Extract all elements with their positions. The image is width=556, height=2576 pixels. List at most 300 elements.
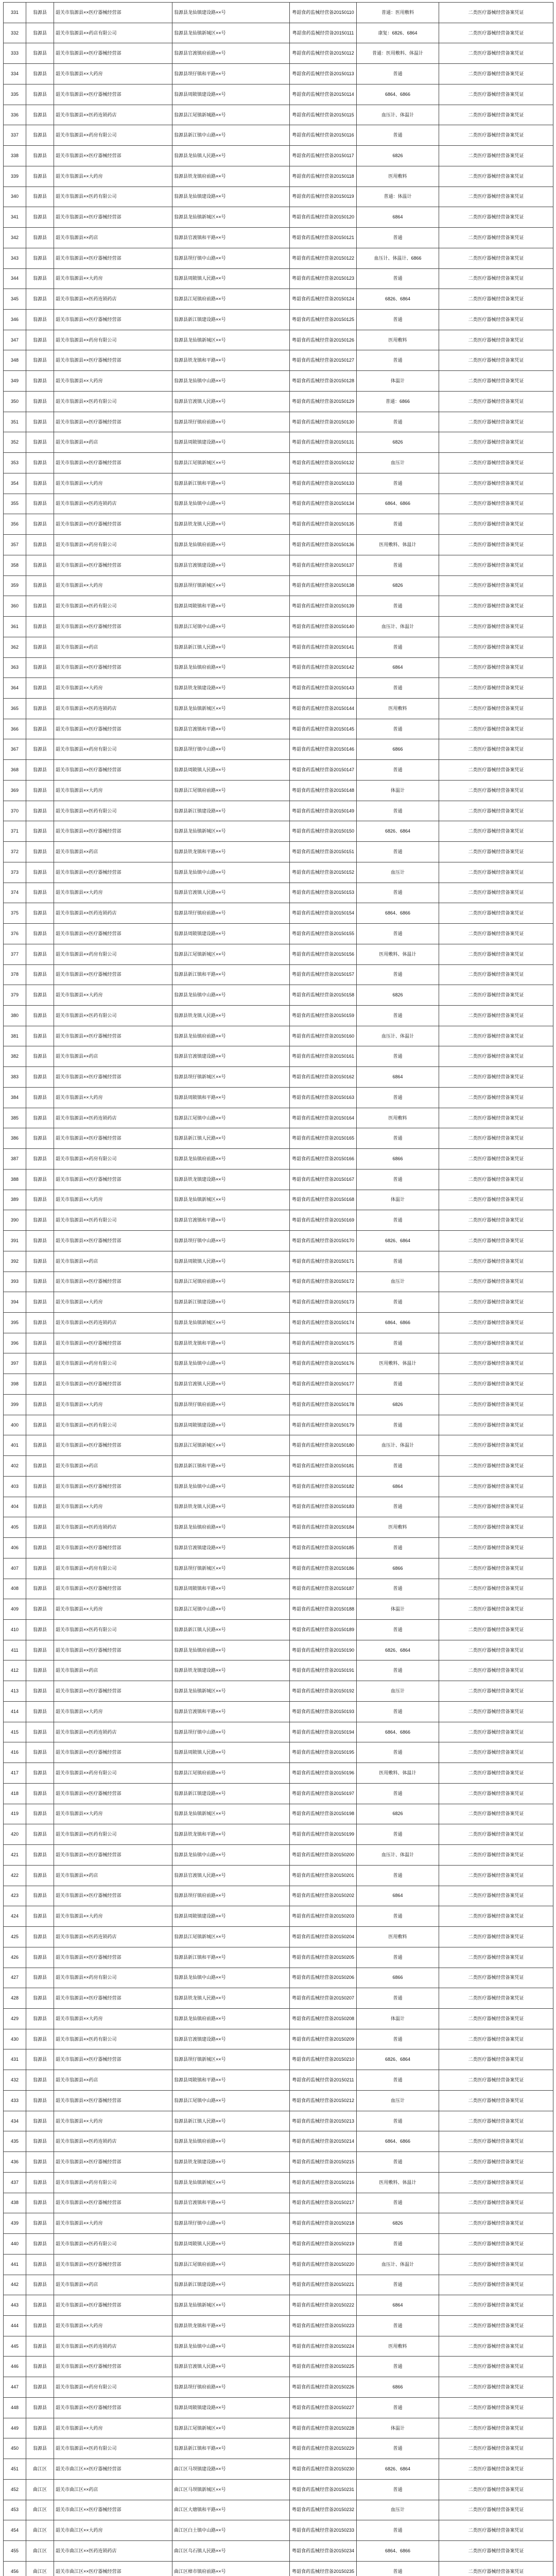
business-scope-cell: 血压计 [357,2090,439,2111]
district-cell: 翁源县 [26,1865,54,1886]
row-number: 418 [4,1783,26,1804]
district-cell: 翁源县 [26,2049,54,2070]
certificate-type-cell: 二类医疗器械经营备案凭证 [439,2193,553,2213]
company-name-cell: 韶关市翁源县××药店 [54,2275,172,2295]
district-cell: 翁源县 [26,1108,54,1128]
address-cell: 翁源县铁龙镇和平路××号 [172,842,290,862]
license-number-cell: 粤韶食药监械经营备20150229 [290,2438,357,2459]
address-cell: 翁源县龙仙镇府前路××号 [172,657,290,678]
company-name-cell: 韶关市翁源县××医药连锁药店 [54,903,172,924]
table-row [4,2561,553,2576]
company-name-cell: 韶关市翁源县××医疗器械经营部 [54,1579,172,1599]
business-scope-cell: 普通 [357,412,439,432]
business-scope-cell: 普通 [357,2520,439,2541]
company-name-cell: 韶关市翁源县××大药房 [54,2008,172,2029]
table-row [4,2357,553,2377]
table-row [4,944,553,964]
address-cell: 翁源县新江镇和平路××号 [172,2438,290,2459]
table-row [4,1292,553,1313]
district-cell: 翁源县 [26,1783,54,1804]
table-row [4,842,553,862]
company-name-cell: 韶关市翁源县××药房有限公司 [54,1968,172,1988]
row-number: 409 [4,1599,26,1620]
district-cell: 翁源县 [26,1845,54,1866]
row-number: 376 [4,924,26,944]
address-cell: 翁源县江尾镇新城区××号 [172,453,290,473]
row-number: 383 [4,1067,26,1088]
district-cell: 曲江区 [26,2520,54,2541]
certificate-type-cell: 二类医疗器械经营备案凭证 [439,371,553,392]
company-name-cell: 韶关市翁源县××药店 [54,1865,172,1886]
row-number: 423 [4,1886,26,1906]
table-row [4,698,553,719]
row-number: 427 [4,1968,26,1988]
district-cell: 翁源县 [26,1476,54,1497]
address-cell: 翁源县江尾镇新城区××号 [172,1927,290,1947]
certificate-type-cell: 二类医疗器械经营备案凭证 [439,1190,553,1210]
certificate-type-cell: 二类医疗器械经营备案凭证 [439,657,553,678]
license-number-cell: 粤韶食药监械经营备20150228 [290,2418,357,2438]
district-cell: 翁源县 [26,1804,54,1824]
license-number-cell: 粤韶食药监械经营备20150125 [290,310,357,330]
business-scope-cell: 康复：6826、6864 [357,23,439,43]
row-number: 365 [4,698,26,719]
company-name-cell: 韶关市翁源县××大药房 [54,2418,172,2438]
company-name-cell: 韶关市翁源县××大药房 [54,1292,172,1313]
company-name-cell: 韶关市翁源县××医药连锁药店 [54,2336,172,2357]
business-scope-cell: 6826 [357,985,439,1006]
business-scope-cell: 医用敷料、体温计 [357,1353,439,1374]
address-cell: 翁源县官渡镇建设路××号 [172,2029,290,2049]
table-row [4,1701,553,1722]
certificate-type-cell: 二类医疗器械经营备案凭证 [439,1210,553,1231]
address-cell: 翁源县周陂镇人民路××号 [172,1251,290,1272]
table-row [4,473,553,494]
address-cell: 翁源县官渡镇人民路××号 [172,883,290,903]
table-row [4,883,553,903]
certificate-type-cell: 二类医疗器械经营备案凭证 [439,2008,553,2029]
license-number-cell: 粤韶食药监械经营备20150163 [290,1087,357,1108]
table-row [4,1763,553,1784]
company-name-cell: 韶关市翁源县××医疗器械经营部 [54,1476,172,1497]
row-number: 422 [4,1865,26,1886]
company-name-cell: 韶关市翁源县××大药房 [54,166,172,187]
address-cell: 翁源县周陂镇人民路××号 [172,760,290,781]
business-scope-cell: 6864、6866 [357,2131,439,2152]
business-scope-cell: 普通 [357,268,439,289]
certificate-type-cell: 二类医疗器械经营备案凭证 [439,637,553,657]
address-cell: 翁源县龙仙镇府前路××号 [172,1640,290,1660]
certificate-type-cell: 二类医疗器械经营备案凭证 [439,1538,553,1558]
table-row [4,43,553,64]
table-row [4,924,553,944]
address-cell: 翁源县坝仔镇新城区××号 [172,575,290,596]
address-cell: 翁源县铁龙镇府前路××号 [172,166,290,187]
business-scope-cell: 6826、6864 [357,289,439,310]
district-cell: 翁源县 [26,760,54,781]
row-number: 403 [4,1476,26,1497]
license-number-cell: 粤韶食药监械经营备20150174 [290,1313,357,1333]
business-scope-cell: 普通 [357,883,439,903]
row-number: 357 [4,535,26,555]
certificate-type-cell: 二类医疗器械经营备案凭证 [439,391,553,412]
address-cell: 曲江区马坝镇新城区××号 [172,2479,290,2500]
certificate-type-cell: 二类医疗器械经营备案凭证 [439,23,553,43]
company-name-cell: 韶关市翁源县××医药有限公司 [54,2029,172,2049]
district-cell: 翁源县 [26,1067,54,1088]
company-name-cell: 韶关市翁源县××药店 [54,1046,172,1067]
district-cell: 曲江区 [26,2479,54,2500]
address-cell: 翁源县江尾镇府前路××号 [172,780,290,801]
address-cell: 翁源县龙仙镇新城区××号 [172,2172,290,2193]
certificate-type-cell: 二类医疗器械经营备案凭证 [439,1313,553,1333]
table-row [4,617,553,637]
table-row [4,780,553,801]
license-number-cell: 粤韶食药监械经营备20150158 [290,985,357,1006]
row-number: 346 [4,310,26,330]
company-name-cell: 韶关市翁源县××医药连锁药店 [54,698,172,719]
district-cell: 翁源县 [26,391,54,412]
license-number-cell: 粤韶食药监械经营备20150167 [290,1169,357,1190]
license-number-cell: 粤韶食药监械经营备20150136 [290,535,357,555]
business-scope-cell: 普通 [357,228,439,248]
certificate-type-cell: 二类医疗器械经营备案凭证 [439,1517,553,1538]
district-cell: 翁源县 [26,1292,54,1313]
company-name-cell: 韶关市翁源县××医疗器械经营部 [54,1783,172,1804]
district-cell: 翁源县 [26,1313,54,1333]
address-cell: 翁源县龙仙镇中山路××号 [172,1845,290,1866]
row-number: 384 [4,1087,26,1108]
row-number: 430 [4,2029,26,2049]
certificate-type-cell: 二类医疗器械经营备案凭证 [439,617,553,637]
district-cell: 翁源县 [26,780,54,801]
certificate-type-cell: 二类医疗器械经营备案凭证 [439,924,553,944]
row-number: 453 [4,2500,26,2520]
district-cell: 翁源县 [26,494,54,514]
company-name-cell: 韶关市翁源县××医药有限公司 [54,1005,172,1026]
business-scope-cell: 6866 [357,739,439,760]
table-row [4,1046,553,1067]
certificate-type-cell: 二类医疗器械经营备案凭证 [439,719,553,739]
table-row [4,125,553,146]
license-number-cell: 粤韶食药监械经营备20150110 [290,3,357,23]
row-number: 392 [4,1251,26,1272]
license-number-cell: 粤韶食药监械经营备20150145 [290,719,357,739]
address-cell: 翁源县江尾镇中山路××号 [172,1108,290,1128]
row-number: 379 [4,985,26,1006]
company-name-cell: 韶关市翁源县××药房有限公司 [54,1558,172,1579]
district-cell: 翁源县 [26,1599,54,1620]
table-row [4,2336,553,2357]
table-row [4,1558,553,1579]
company-name-cell: 韶关市曲江区××医疗器械经营部 [54,2500,172,2520]
company-name-cell: 韶关市翁源县××药店 [54,1456,172,1477]
company-name-cell: 韶关市翁源县××医疗器械经营部 [54,1169,172,1190]
district-cell: 翁源县 [26,64,54,84]
certificate-type-cell: 二类医疗器械经营备案凭证 [439,1231,553,1251]
row-number: 372 [4,842,26,862]
license-number-cell: 粤韶食药监械经营备20150215 [290,2152,357,2173]
business-scope-cell: 普通 [357,964,439,985]
address-cell: 翁源县江尾镇府前路××号 [172,2254,290,2275]
row-number: 393 [4,1272,26,1292]
row-number: 399 [4,1394,26,1415]
district-cell: 翁源县 [26,801,54,821]
license-number-cell: 粤韶食药监械经营备20150222 [290,2295,357,2316]
row-number: 438 [4,2193,26,2213]
company-name-cell: 韶关市翁源县××医药有限公司 [54,2438,172,2459]
row-number: 388 [4,1169,26,1190]
district-cell: 翁源县 [26,1722,54,1742]
license-number-cell: 粤韶食药监械经营备20150113 [290,64,357,84]
row-number: 343 [4,248,26,268]
table-row [4,1313,553,1333]
business-scope-cell: 普通 [357,1497,439,1517]
business-scope-cell: 6826 [357,1394,439,1415]
business-scope-cell: 普通 [357,1742,439,1763]
company-name-cell: 韶关市翁源县××大药房 [54,2111,172,2131]
district-cell: 翁源县 [26,657,54,678]
district-cell: 翁源县 [26,1169,54,1190]
district-cell: 翁源县 [26,1988,54,2009]
business-scope-cell: 普通 [357,1988,439,2009]
license-number-cell: 粤韶食药监械经营备20150123 [290,268,357,289]
row-number: 362 [4,637,26,657]
district-cell: 曲江区 [26,2500,54,2520]
certificate-type-cell: 二类医疗器械经营备案凭证 [439,3,553,23]
certificate-type-cell: 二类医疗器械经营备案凭证 [439,2541,553,2562]
row-number: 424 [4,1906,26,1927]
license-number-cell: 粤韶食药监械经营备20150218 [290,2213,357,2234]
certificate-type-cell: 二类医疗器械经营备案凭证 [439,2234,553,2255]
license-number-cell: 粤韶食药监械经营备20150191 [290,1660,357,1681]
row-number: 426 [4,1947,26,1968]
district-cell: 翁源县 [26,1087,54,1108]
license-number-cell: 粤韶食药监械经营备20150186 [290,1558,357,1579]
certificate-type-cell: 二类医疗器械经营备案凭证 [439,166,553,187]
business-scope-cell: 普通 [357,1865,439,1886]
company-name-cell: 韶关市翁源县××医疗器械经营部 [54,3,172,23]
license-number-cell: 粤韶食药监械经营备20150120 [290,207,357,228]
district-cell: 翁源县 [26,1394,54,1415]
license-number-cell: 粤韶食药监械经营备20150198 [290,1804,357,1824]
certificate-type-cell: 二类医疗器械经营备案凭证 [439,842,553,862]
business-scope-cell: 6864 [357,1476,439,1497]
address-cell: 翁源县铁龙镇人民路××号 [172,1005,290,1026]
license-number-cell: 粤韶食药监械经营备20150111 [290,23,357,43]
company-name-cell: 韶关市翁源县××药店 [54,1251,172,1272]
certificate-type-cell: 二类医疗器械经营备案凭证 [439,1640,553,1660]
business-scope-cell: 普通 [357,514,439,535]
row-number: 366 [4,719,26,739]
company-name-cell: 韶关市翁源县××大药房 [54,1906,172,1927]
business-scope-cell: 6864 [357,2295,439,2316]
business-scope-cell: 普通 [357,2070,439,2091]
company-name-cell: 韶关市翁源县××医疗器械经营部 [54,2397,172,2418]
company-name-cell: 韶关市翁源县××医疗器械经营部 [54,2295,172,2316]
table-row [4,1456,553,1477]
certificate-type-cell: 二类医疗器械经营备案凭证 [439,555,553,575]
row-number: 421 [4,1845,26,1866]
license-number-cell: 粤韶食药监械经营备20150194 [290,1722,357,1742]
business-scope-cell: 6826、6864 [357,2049,439,2070]
district-cell: 翁源县 [26,678,54,699]
district-cell: 翁源县 [26,555,54,575]
row-number: 405 [4,1517,26,1538]
table-row [4,1497,553,1517]
business-scope-cell: 普通：6866 [357,391,439,412]
license-number-cell: 粤韶食药监械经营备20150234 [290,2541,357,2562]
company-name-cell: 韶关市曲江区××医疗器械经营部 [54,2561,172,2576]
table-row [4,330,553,350]
company-name-cell: 韶关市翁源县××医药有限公司 [54,596,172,617]
table-row [4,187,553,207]
company-name-cell: 韶关市翁源县××医疗器械经营部 [54,350,172,371]
certificate-type-cell: 二类医疗器械经营备案凭证 [439,330,553,350]
business-scope-cell: 普通 [357,125,439,146]
address-cell: 翁源县坝仔镇和平路××号 [172,64,290,84]
address-cell: 翁源县周陂镇和平路××号 [172,1087,290,1108]
certificate-type-cell: 二类医疗器械经营备案凭证 [439,1865,553,1886]
table-row [4,1251,553,1272]
certificate-type-cell: 二类医疗器械经营备案凭证 [439,698,553,719]
address-cell: 翁源县周陂镇建设路××号 [172,2397,290,2418]
license-number-cell: 粤韶食药监械经营备20150183 [290,1497,357,1517]
table-row [4,1968,553,1988]
table-row [4,412,553,432]
district-cell: 翁源县 [26,1353,54,1374]
license-number-cell: 粤韶食药监械经营备20150164 [290,1108,357,1128]
table-row [4,453,553,473]
business-scope-cell: 医用敷料 [357,2336,439,2357]
company-name-cell: 韶关市翁源县××医药连锁药店 [54,1927,172,1947]
district-cell: 翁源县 [26,207,54,228]
license-number-cell: 粤韶食药监械经营备20150177 [290,1374,357,1395]
license-number-cell: 粤韶食药监械经营备20150214 [290,2131,357,2152]
row-number: 451 [4,2459,26,2480]
address-cell: 翁源县官渡镇建设路××号 [172,1046,290,1067]
table-row [4,1190,553,1210]
license-number-cell: 粤韶食药监械经营备20150170 [290,1231,357,1251]
license-number-cell: 粤韶食药监械经营备20150211 [290,2070,357,2091]
row-number: 456 [4,2561,26,2576]
license-number-cell: 粤韶食药监械经营备20150133 [290,473,357,494]
row-number: 439 [4,2213,26,2234]
district-cell: 翁源县 [26,964,54,985]
row-number: 368 [4,760,26,781]
company-name-cell: 韶关市翁源县××大药房 [54,780,172,801]
row-number: 425 [4,1927,26,1947]
table-row [4,1272,553,1292]
table-row [4,228,553,248]
table-row [4,2418,553,2438]
certificate-type-cell: 二类医疗器械经营备案凭证 [439,1333,553,1353]
business-scope-cell: 普通 [357,2275,439,2295]
table-row [4,575,553,596]
row-number: 429 [4,2008,26,2029]
business-scope-cell: 血压计、体温计 [357,2254,439,2275]
row-number: 342 [4,228,26,248]
address-cell: 翁源县坝仔镇府前路××号 [172,903,290,924]
certificate-type-cell: 二类医疗器械经营备案凭证 [439,1108,553,1128]
company-name-cell: 韶关市翁源县××医疗器械经营部 [54,821,172,842]
district-cell: 翁源县 [26,1210,54,1231]
license-number-cell: 粤韶食药监械经营备20150187 [290,1579,357,1599]
company-name-cell: 韶关市翁源县××医疗器械经营部 [54,924,172,944]
row-number: 344 [4,268,26,289]
business-scope-cell: 普通 [357,1783,439,1804]
row-number: 435 [4,2131,26,2152]
certificate-type-cell: 二类医疗器械经营备案凭证 [439,1128,553,1149]
company-name-cell: 韶关市翁源县××药店 [54,637,172,657]
business-scope-cell: 普通：医用敷料 [357,3,439,23]
license-number-cell: 粤韶食药监械经营备20150162 [290,1067,357,1088]
address-cell: 曲江区马坝镇建设路××号 [172,2459,290,2480]
business-scope-cell: 6826 [357,146,439,166]
table-row [4,801,553,821]
district-cell: 翁源县 [26,1701,54,1722]
business-scope-cell: 6866 [357,1149,439,1170]
certificate-type-cell: 二类医疗器械经营备案凭证 [439,1620,553,1640]
row-number: 442 [4,2275,26,2295]
address-cell: 翁源县新江镇建设路××号 [172,2275,290,2295]
district-cell: 翁源县 [26,535,54,555]
district-cell: 翁源县 [26,739,54,760]
business-scope-cell: 普通 [357,2397,439,2418]
address-cell: 翁源县龙仙镇中山路××号 [172,1476,290,1497]
district-cell: 翁源县 [26,2275,54,2295]
table-row [4,1660,553,1681]
table-row [4,555,553,575]
table-row [4,964,553,985]
certificate-type-cell: 二类医疗器械经营备案凭证 [439,1579,553,1599]
business-scope-cell: 普通 [357,1087,439,1108]
row-number: 408 [4,1579,26,1599]
address-cell: 翁源县坝仔镇府前路××号 [172,1394,290,1415]
business-scope-cell: 6826 [357,1804,439,1824]
table-row [4,596,553,617]
business-scope-cell: 普通 [357,1169,439,1190]
address-cell: 翁源县江尾镇府前路××号 [172,289,290,310]
license-number-cell: 粤韶食药监械经营备20150169 [290,1210,357,1231]
certificate-type-cell: 二类医疗器械经营备案凭证 [439,2275,553,2295]
district-cell: 翁源县 [26,2336,54,2357]
business-scope-cell: 普通 [357,1374,439,1395]
district-cell: 翁源县 [26,1374,54,1395]
table-row [4,1231,553,1251]
company-name-cell: 韶关市曲江区××医疗器械经营部 [54,2459,172,2480]
table-row [4,432,553,453]
district-cell: 曲江区 [26,2541,54,2562]
business-scope-cell: 普通：医用敷料、体温计 [357,43,439,64]
table-row [4,1783,553,1804]
table-row [4,494,553,514]
table-row [4,2254,553,2275]
license-number-cell: 粤韶食药监械经营备20150141 [290,637,357,657]
row-number: 335 [4,84,26,105]
row-number: 331 [4,3,26,23]
address-cell: 翁源县龙仙镇新城区××号 [172,23,290,43]
license-number-cell: 粤韶食药监械经营备20150172 [290,1272,357,1292]
business-scope-cell: 医用敷料 [357,698,439,719]
district-cell: 翁源县 [26,330,54,350]
table-row [4,657,553,678]
certificate-type-cell: 二类医疗器械经营备案凭证 [439,228,553,248]
certificate-type-cell: 二类医疗器械经营备案凭证 [439,2315,553,2336]
address-cell: 翁源县龙仙镇中山路××号 [172,1968,290,1988]
business-scope-cell: 6864、6866 [357,1722,439,1742]
address-cell: 翁源县新江镇建设路××号 [172,1783,290,1804]
